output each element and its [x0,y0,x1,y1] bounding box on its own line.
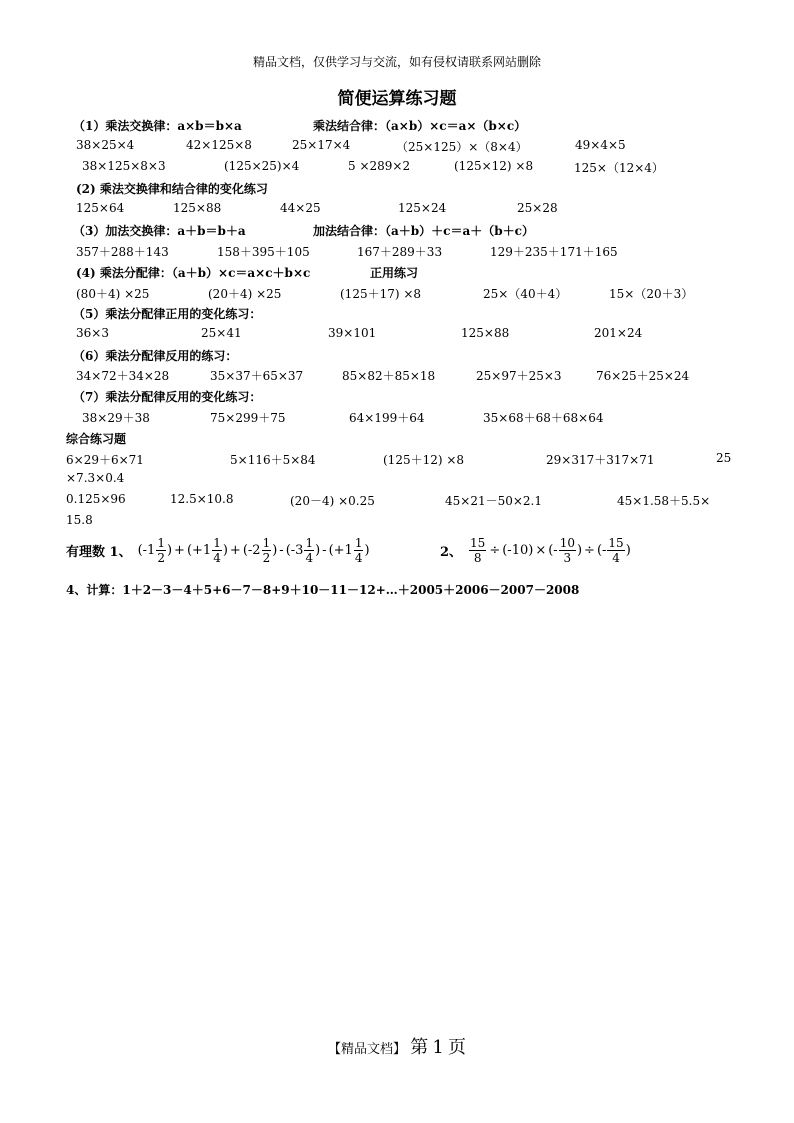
rule-label: (4) 乘法分配律：（a＋b）×c＝a×c＋b×c [76,266,311,280]
exercise-row [0,409,794,429]
exercise-row [0,451,794,471]
exercise: 125×88 [461,326,510,340]
exercise: 357＋288＋143 [76,245,169,259]
exercise: 5×116＋5×84 [230,453,316,467]
exercise-row [0,243,794,263]
expr-part: ) [625,543,631,558]
section-1-heading [0,117,794,137]
exercise-row [0,138,794,158]
numerator: 1 [213,536,221,550]
exercise-row [0,513,794,533]
exercise-row [0,471,794,491]
expr-part: ) [222,543,228,558]
rule-label: 乘法结合律：（a×b）×c＝a×（b×c） [313,119,527,133]
exercise: 44×25 [280,201,321,215]
operator: - [322,543,327,558]
rational-expression-2 [440,536,631,565]
rule-label: 加法结合律：（a＋b）＋c＝a＋（b＋c） [313,224,534,238]
exercise: 64×199＋64 [349,411,425,425]
exercise: （25×125）×（8×4） [396,140,528,154]
calc-problem [0,581,794,601]
fraction [262,536,272,565]
expr-part: (-10) [502,543,534,558]
exercise: 129＋235＋171＋165 [490,245,618,259]
denominator: 2 [157,551,165,565]
exercise: 5 ×289×2 [348,159,411,173]
exercise-row [0,159,794,179]
fraction [156,536,166,565]
problem-label: 2、 [440,545,463,560]
exercise: 125×88 [173,201,222,215]
exercise: ×7.3×0.4 [66,471,125,485]
exercise: 12.5×10.8 [170,492,234,506]
operator: + [174,543,185,558]
exercise: (80＋4) ×25 [76,287,150,301]
exercise: 167＋289＋33 [357,245,443,259]
expr-part: (-1 [137,543,156,558]
section-7-heading [0,388,794,408]
page-number: 1 [432,1037,444,1058]
calc-expression: 4、计算：1＋2－3－4＋5+6－7－8+9＋10－11－12+…＋2005＋2006－2007－2008 [66,583,580,597]
denominator: 3 [563,551,572,565]
expr-part: ) [315,543,321,558]
operator: - [279,543,284,558]
exercise: (20＋4) ×25 [208,287,282,301]
expr-part: (+1 [186,543,212,558]
exercise: 76×25＋25×24 [596,369,690,383]
rule-label: 正用练习 [370,266,419,280]
section-heading: （7）乘法分配律反用的变化练习： [73,390,262,404]
numerator: 1 [157,536,165,550]
exercise: 75×299＋75 [210,411,286,425]
rule-label: （1）乘法交换律：a×b＝b×a [73,119,242,133]
exercise: 6×29＋6×71 [66,453,144,467]
exercise: 25×（40＋4） [483,287,568,301]
exercise: 34×72＋34×28 [76,369,170,383]
expr-part: (- [548,543,558,558]
expr-part: ) [364,543,370,558]
exercise: 25×97＋25×3 [476,369,562,383]
exercise-row [0,367,794,387]
exercise: 49×4×5 [575,138,626,152]
exercise: 15.8 [66,513,93,527]
exercise: 125×64 [76,201,125,215]
page-header: 精品文档，仅供学习与交流，如有侵权请联系网站删除 [252,55,541,69]
operator: ÷ [584,543,595,558]
exercise: (125＋12) ×8 [383,453,465,467]
fraction [607,536,624,565]
denominator: 4 [354,551,363,565]
section-4-heading [0,264,794,284]
exercise: 35×37＋65×37 [210,369,304,383]
exercise: 201×24 [594,326,643,340]
exercise: (20－4) ×0.25 [290,494,375,508]
expr-part: (-2 [242,543,261,558]
page-prefix: 第 [410,1037,429,1058]
exercise: 45×21－50×2.1 [445,494,543,508]
denominator: 4 [612,551,620,565]
operator: × [535,543,547,558]
exercise: 85×82＋85×18 [342,369,436,383]
rational-expression-1 [66,536,370,565]
expr-part: ) [166,543,173,558]
denominator: 4 [213,551,221,565]
problem-label: 有理数 1、 [66,545,132,560]
section-5-heading [0,305,794,325]
exercise: (125×12) ×8 [454,159,534,173]
exercise: 158＋395＋105 [217,245,310,259]
exercise: 38×125×8×3 [82,159,166,173]
exercise: 35×68＋68＋68×64 [483,411,604,425]
operator: + [229,543,241,558]
expr-part: (- [596,543,607,558]
numerator: 10 [559,536,575,550]
page-suffix: 页 [447,1037,466,1058]
exercise: 0.125×96 [66,492,126,506]
exercise: 38×29＋38 [82,411,150,425]
exercise: 25×28 [517,201,558,215]
exercise: (125＋17) ×8 [340,287,422,301]
fraction [559,536,576,565]
denominator: 2 [262,551,271,565]
exercise: 42×125×8 [186,138,252,152]
exercise: (125×25)×4 [224,159,300,173]
section-3-heading [0,222,794,242]
expr-part: (-3 [285,543,304,558]
exercise-row [0,201,794,221]
fraction [212,536,222,565]
section-heading: 综合练习题 [66,432,127,446]
footer-label: 【精品文档】 [328,1042,407,1057]
numerator: 15 [608,536,624,550]
section-heading: （6）乘法分配律反用的练习： [73,349,238,363]
exercise: 25×17×4 [292,138,351,152]
exercise: 36×3 [76,326,109,340]
exercise: 25×41 [201,326,242,340]
section-2-heading [0,180,794,200]
exercise-row [0,285,794,305]
denominator: 8 [473,551,482,565]
page-title: 简便运算练习题 [337,89,457,109]
exercise: 29×317＋317×71 [546,453,655,467]
expr-part: ) [576,543,583,558]
exercise-row [0,326,794,346]
section-heading: (2) 乘法交换律和结合律的变化练习 [76,182,268,196]
section-6-heading [0,347,794,367]
fraction [304,536,314,565]
exercise: 38×25×4 [76,138,135,152]
exercise: 125×（12×4） [574,161,664,175]
operator: ÷ [489,543,501,558]
exercise: 25 [716,451,732,465]
exercise: 45×1.58＋5.5× [617,494,711,508]
exercise-row [0,492,794,512]
rule-label: （3）加法交换律：a＋b＝b＋a [73,224,246,238]
exercise: 15×（20＋3） [609,287,694,301]
numerator: 1 [354,536,363,550]
denominator: 4 [305,551,314,565]
page-footer [0,1033,794,1059]
exercise: 39×101 [328,326,377,340]
expr-part: (+1 [328,543,353,558]
numerator: 1 [305,536,314,550]
fraction [469,536,486,565]
expr-part: ) [272,543,278,558]
numerator: 15 [470,536,486,550]
exercise: 125×24 [398,201,447,215]
section-heading: （5）乘法分配律正用的变化练习： [73,307,262,321]
fraction [354,536,364,565]
numerator: 1 [262,536,271,550]
comprehensive-heading [0,430,794,450]
